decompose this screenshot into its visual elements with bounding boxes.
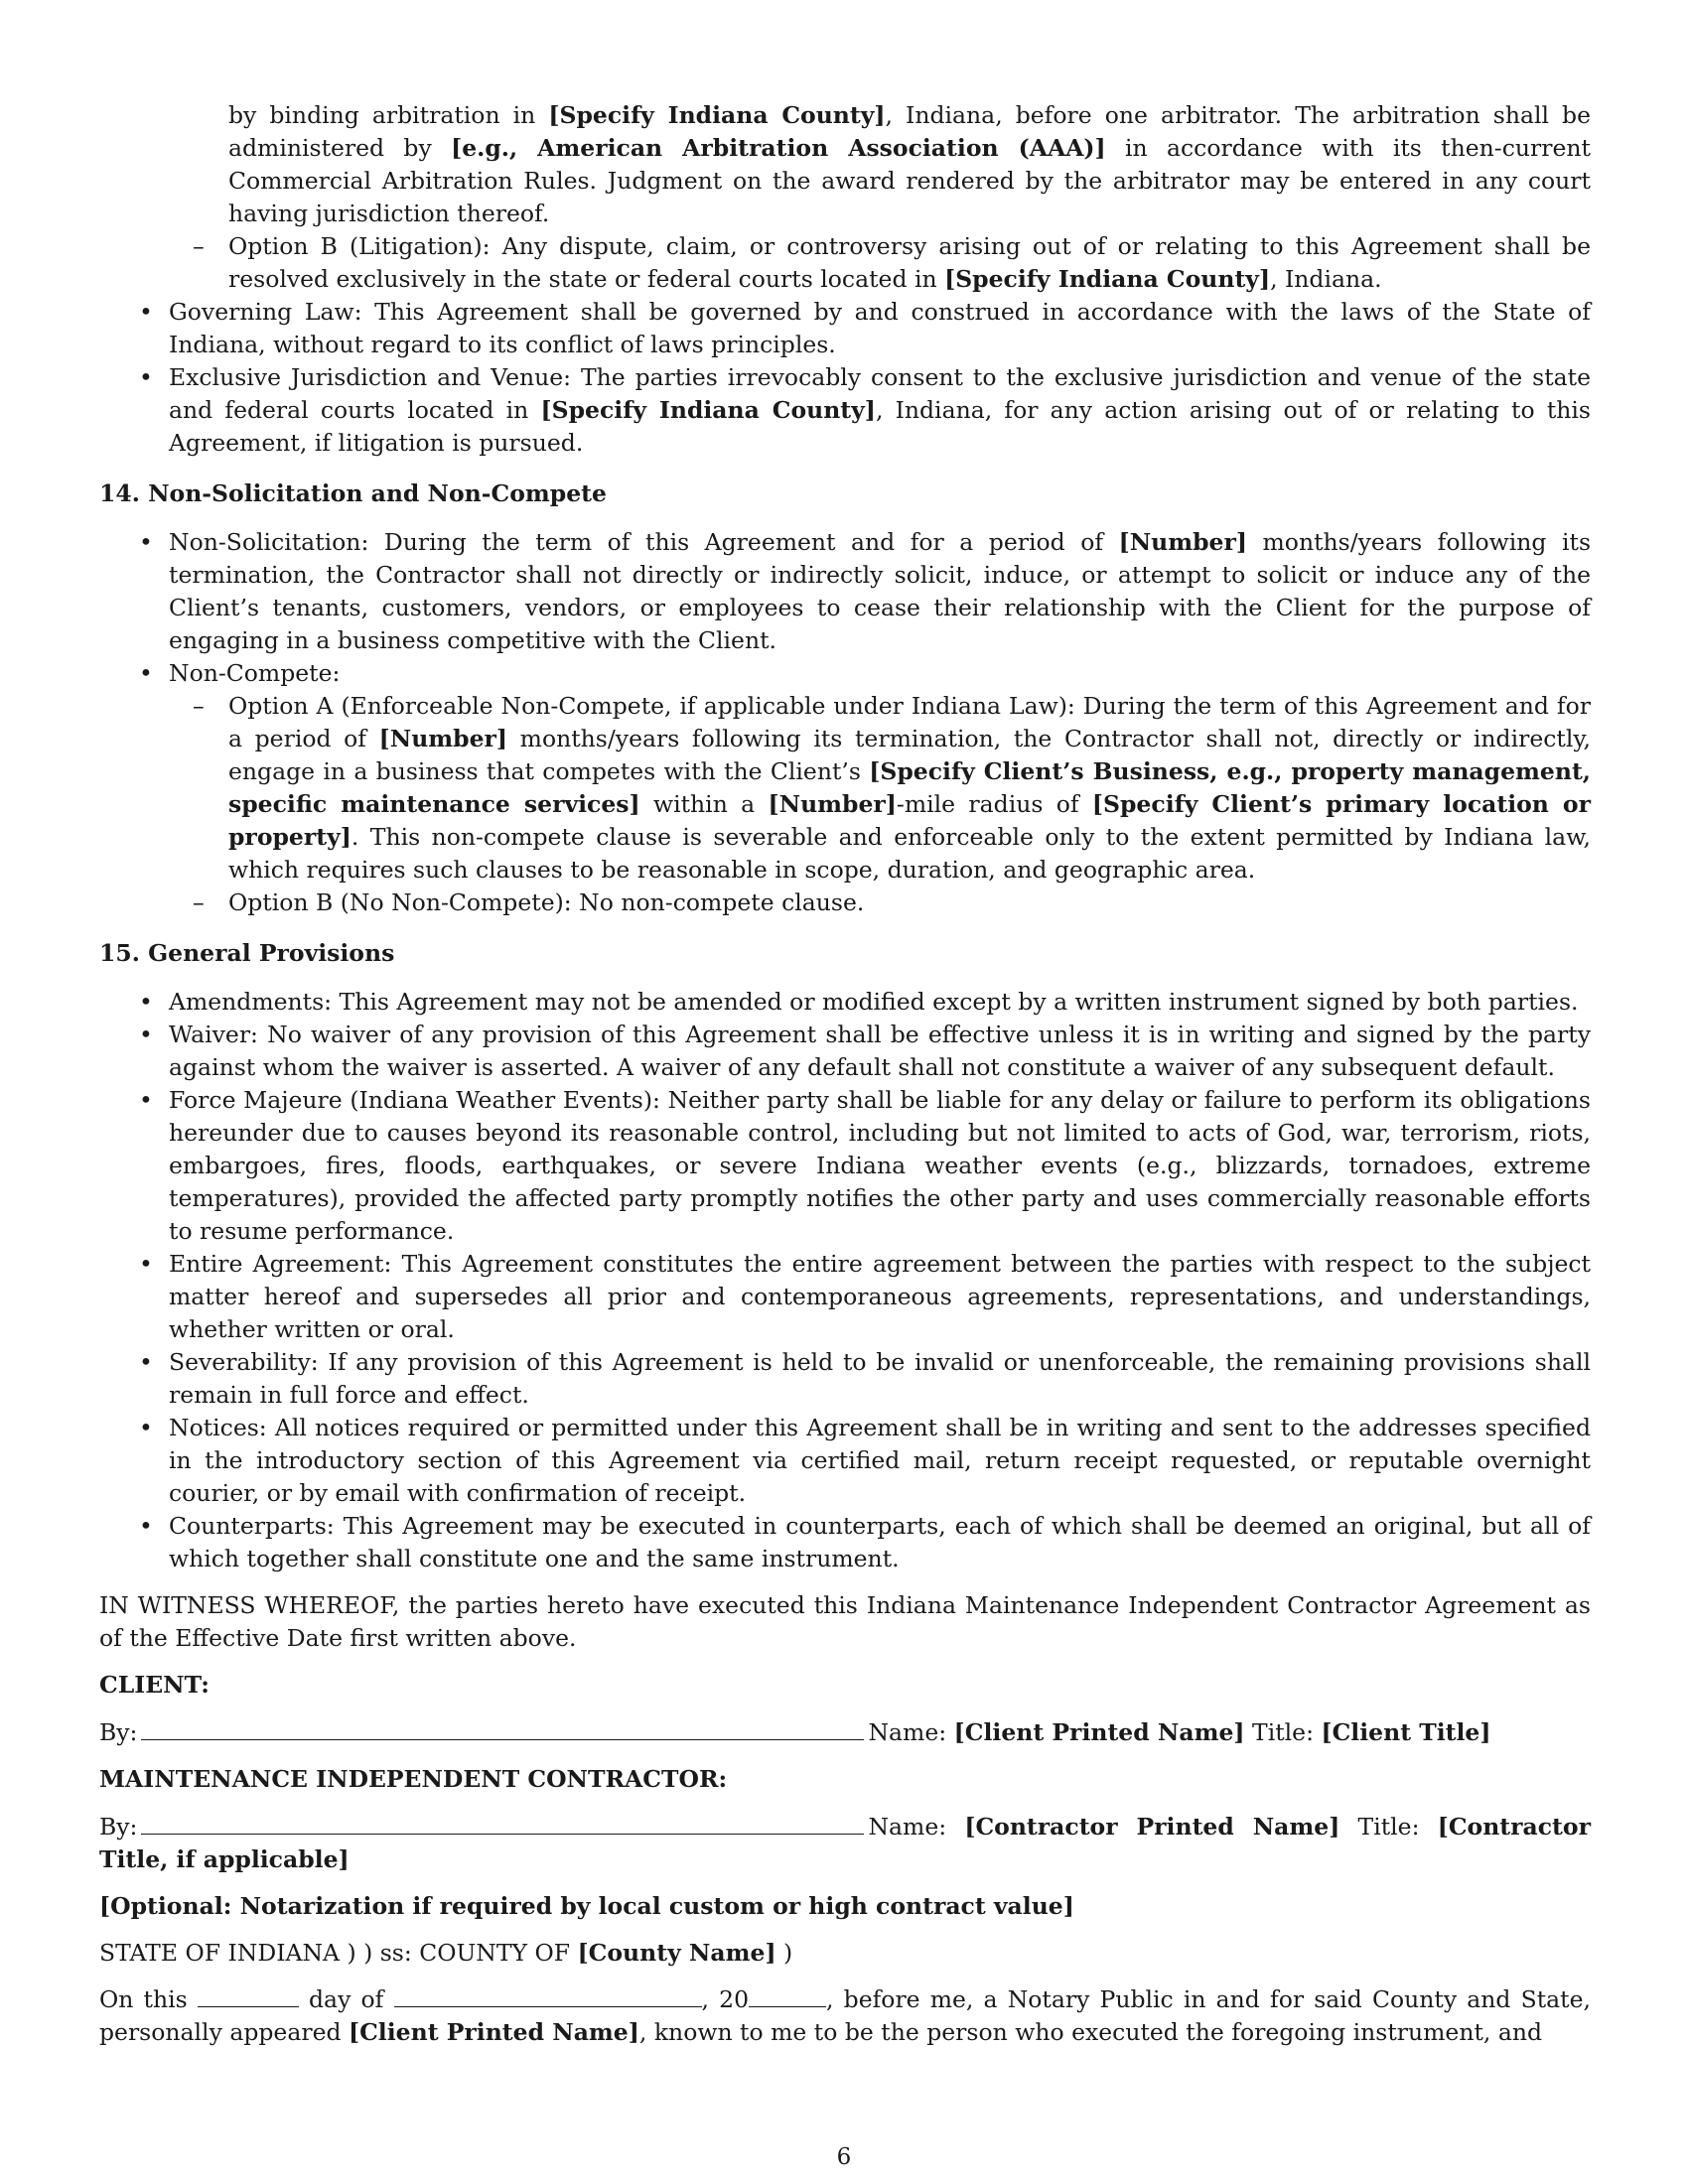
section-15-heading: 15. General Provisions bbox=[99, 939, 395, 967]
document-body bbox=[99, 99, 1591, 2049]
dash-marker: – bbox=[193, 232, 205, 260]
client-signature-line[interactable] bbox=[141, 1715, 864, 1740]
arbitration-continuation: by binding arbitration in [Specify Indiana County], Indiana, before one arbitrator. The arbitration shall be administered by [e.g., American Arbitration Association (AAA)] in accordance with its then-current Commercial Arbitration Rules. Judgment on the award rendered by the arbitrator may be entered in any court having jurisdiction thereof. bbox=[228, 101, 1592, 227]
bullet-marker: • bbox=[139, 1021, 153, 1048]
placeholder-county: [Specify Indiana County] bbox=[944, 265, 1271, 293]
page-number: 6 bbox=[836, 2144, 852, 2170]
placeholder-county: [Specify Indiana County] bbox=[540, 396, 876, 424]
client-heading: CLIENT: bbox=[99, 1671, 210, 1699]
by-label: By: bbox=[99, 1718, 138, 1746]
bullet-marker: • bbox=[139, 1250, 153, 1278]
contractor-title: [Contractor Title, if applicable] bbox=[99, 1813, 1591, 1873]
year-blank[interactable] bbox=[749, 1984, 826, 2007]
witness-paragraph: IN WITNESS WHEREOF, the parties hereto have executed this Indiana Maintenance Independent Contractor Agreement as of the Effective Date first written above. bbox=[99, 1591, 1591, 1652]
dash-marker: – bbox=[193, 888, 205, 916]
bullet-marker: • bbox=[139, 1086, 153, 1114]
contractor-heading: MAINTENANCE INDEPENDENT CONTRACTOR: bbox=[99, 1765, 728, 1793]
option-b-litigation: – Option B (Litigation): Any dispute, claim, or controversy arising out of or relating to this Agreement shall be resolved exclusively in the state or federal courts located in [Specify Indiana County], Indiana. bbox=[193, 232, 1591, 293]
bullet-marker: • bbox=[139, 1414, 153, 1441]
notary-acknowledgment: On this day of , 20 , before me, a Notary Public in and for said County and State, personally appeared [Client Printed Name], known to me to be the person who executed the foregoing instrument, and bbox=[99, 1985, 1591, 2046]
bullet-marker: • bbox=[139, 1348, 153, 1376]
contractor-printed-name: [Contractor Printed Name] bbox=[964, 1813, 1340, 1841]
bullet-marker: • bbox=[139, 988, 153, 1016]
dash-marker: – bbox=[193, 692, 205, 720]
bullet-marker: • bbox=[139, 298, 153, 326]
month-blank[interactable] bbox=[394, 1984, 702, 2007]
placeholder-number: [Number] bbox=[378, 725, 508, 752]
placeholder-county-name: [County Name] bbox=[577, 1939, 776, 1967]
placeholder-arbitration-body: [e.g., American Arbitration Association (AAA)] bbox=[451, 134, 1106, 162]
notices-item: • Notices: All notices required or permitted under this Agreement shall be in writing and sent to the addresses specified in the introductory section of this Agreement via certified mail, return receipt requested, or reputable overnight courier, or by email with confirmation of receipt. bbox=[139, 1414, 1591, 1507]
notary-heading: [Optional: Notarization if required by local custom or high contract value] bbox=[99, 1892, 1074, 1920]
client-printed-name: [Client Printed Name] bbox=[953, 1718, 1245, 1746]
contractor-signature-line[interactable] bbox=[141, 1810, 864, 1835]
entire-agreement-item: • Entire Agreement: This Agreement constitutes the entire agreement between the parties with respect to the subject matter hereof and supersedes all prior and contemporaneous agreements, representations, and understandings, whether written or oral. bbox=[139, 1250, 1591, 1343]
placeholder-number: [Number] bbox=[1118, 528, 1248, 556]
non-compete-option-b: – Option B (No Non-Compete): No non-compete clause. bbox=[228, 887, 1591, 919]
counterparts-item: • Counterparts: This Agreement may be executed in counterparts, each of which shall be deemed an original, but all of which together shall constitute one and the same instrument. bbox=[139, 1512, 1591, 1572]
bullet-marker: • bbox=[139, 659, 153, 687]
governing-law-item: • Governing Law: This Agreement shall be governed by and construed in accordance with the laws of the State of Indiana, without regard to its conflict of laws principles. bbox=[139, 298, 1591, 358]
placeholder-county: [Specify Indiana County] bbox=[548, 101, 886, 129]
notary-state-line: STATE OF INDIANA ) ) ss: COUNTY OF [County Name] ) bbox=[99, 1939, 793, 1967]
amendments-item: • Amendments: This Agreement may not be amended or modified except by a written instrument signed by both parties. bbox=[169, 986, 1591, 1019]
jurisdiction-item: • Exclusive Jurisdiction and Venue: The parties irrevocably consent to the exclusive jurisdiction and venue of the state and federal courts located in [Specify Indiana County], Indiana, for any action arising out of or relating to this Agreement, if litigation is pursued. bbox=[139, 363, 1591, 457]
placeholder-client-location: [Specify Client’s primary location or property] bbox=[228, 790, 1591, 851]
non-solicitation-item: • Non-Solicitation: During the term of this Agreement and for a period of [Number] months/years following its termination, the Contractor shall not directly or indirectly solicit, induce, or attempt to solicit or induce any of the Client’s tenants, customers, vendors, or employees to cease their relationship with the Client for the purpose of engaging in a business competitive with the Client. bbox=[139, 528, 1592, 654]
waiver-item: • Waiver: No waiver of any provision of this Agreement shall be effective unless it is in writing and signed by the party against whom the waiver is asserted. A waiver of any default shall not constitute a waiver of any subsequent default. bbox=[139, 1021, 1591, 1081]
placeholder-client-business: [Specify Client’s Business, e.g., property management, specific maintenance services] bbox=[228, 757, 1591, 818]
by-label: By: bbox=[99, 1813, 138, 1841]
force-majeure-item: • Force Majeure (Indiana Weather Events): Neither party shall be liable for any delay or failure to perform its obligations hereunder due to causes beyond its reasonable control, including but not limited to acts of God, war, terrorism, riots, embargoes, fires, floods, earthquakes, or severe Indiana weather events (e.g., blizzards, tornadoes, extreme temperatures), provided the affected party promptly notifies the other party and uses commercially reasonable efforts to resume performance. bbox=[139, 1086, 1591, 1245]
bullet-marker: • bbox=[139, 1512, 153, 1540]
contractor-signature-row: By: Name: [Contractor Printed Name] Title: [Contractor Title, if applicable] bbox=[99, 1810, 1591, 1876]
section-14-heading: 14. Non-Solicitation and Non-Compete bbox=[99, 479, 607, 507]
bullet-marker: • bbox=[139, 363, 153, 391]
placeholder-client-name: [Client Printed Name] bbox=[348, 2018, 639, 2046]
bullet-marker: • bbox=[139, 528, 153, 556]
non-compete-option-a: – Option A (Enforceable Non-Compete, if applicable under Indiana Law): During the term of this Agreement and for a period of [Number] months/years following its termination, the Contractor shall not, directly or indirectly, engage in a business that competes with the Client’s [Specify Client’s Business, e.g., property management, specific maintenance services] within a [Number]-mile radius of [Specify Client’s primary location or property]. This non-compete clause is severable and enforceable only to the extent permitted by Indiana law, which requires such clauses to be reasonable in scope, duration, and geographic area. bbox=[193, 692, 1591, 884]
severability-item: • Severability: If any provision of this Agreement is held to be invalid or unenforceable, the remaining provisions shall remain in full force and effect. bbox=[139, 1348, 1591, 1409]
non-compete-item: • Non-Compete: bbox=[169, 657, 1591, 690]
client-title: [Client Title] bbox=[1321, 1718, 1491, 1746]
client-signature-row: By: Name: [Client Printed Name] Title: [Client Title] bbox=[99, 1715, 1591, 1749]
placeholder-radius: [Number] bbox=[768, 790, 897, 818]
day-blank[interactable] bbox=[198, 1984, 299, 2007]
